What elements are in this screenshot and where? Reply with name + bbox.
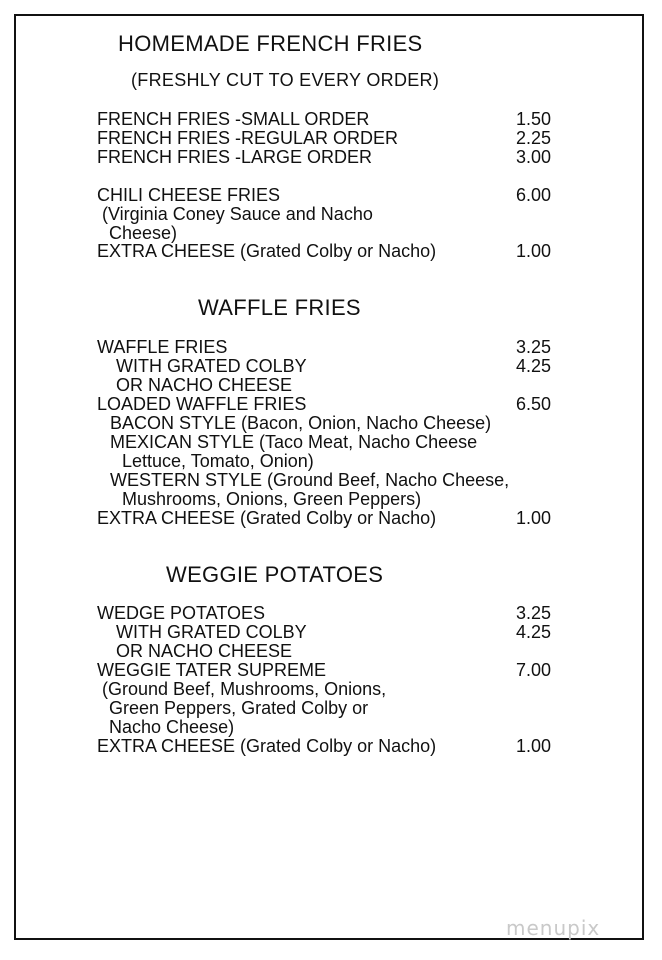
section-title-weggie-potatoes: WEGGIE POTATOES (166, 562, 384, 587)
menu-item-name: WEGGIE TATER SUPREME (97, 660, 327, 680)
menu-item-name: WITH GRATED COLBY (116, 622, 307, 642)
menu-item-name: CHILI CHEESE FRIES (97, 185, 281, 205)
menu-item-price: 2.25 (515, 128, 551, 148)
menu-item-option: Lettuce, Tomato, Onion) (122, 451, 314, 471)
menu-item-price: 3.00 (515, 147, 551, 167)
menu-item-name: FRENCH FRIES -LARGE ORDER (97, 147, 373, 167)
menu-item-name: FRENCH FRIES -SMALL ORDER (97, 109, 370, 129)
menu-item-name: FRENCH FRIES -REGULAR ORDER (97, 128, 399, 148)
section-title-french-fries: HOMEMADE FRENCH FRIES (118, 31, 423, 56)
menu-item-price: 7.00 (515, 660, 551, 680)
menu-item-price: 3.25 (515, 337, 551, 357)
menu-item-price: 4.25 (515, 356, 551, 376)
menu-item-price: 1.50 (515, 109, 551, 129)
menu-item-price: 3.25 (515, 603, 551, 623)
menu-item-description: (Ground Beef, Mushrooms, Onions, (102, 679, 387, 699)
menu-item-name: WEDGE POTATOES (97, 603, 266, 623)
menu-item-name: EXTRA CHEESE (Grated Colby or Nacho) (97, 736, 437, 756)
section-subtitle: (FRESHLY CUT TO EVERY ORDER) (131, 70, 440, 90)
menu-item-option: BACON STYLE (Bacon, Onion, Nacho Cheese) (110, 413, 492, 433)
menu-item-name: WAFFLE FRIES (97, 337, 228, 357)
menu-item-name: EXTRA CHEESE (Grated Colby or Nacho) (97, 508, 437, 528)
menu-item-description: Green Peppers, Grated Colby or (109, 698, 369, 718)
menu-item-name: OR NACHO CHEESE (116, 641, 293, 661)
menu-item-description: Nacho Cheese) (109, 717, 235, 737)
menu-item-price: 4.25 (515, 622, 551, 642)
watermark-logo: menupix (506, 916, 601, 940)
menu-item-price: 6.50 (515, 394, 551, 414)
menu-item-name: EXTRA CHEESE (Grated Colby or Nacho) (97, 241, 437, 261)
menu-item-description: Cheese) (109, 223, 178, 243)
menu-item-price: 1.00 (515, 736, 551, 756)
menu-item-price: 1.00 (515, 241, 551, 261)
menu-item-price: 1.00 (515, 508, 551, 528)
menu-item-option: WESTERN STYLE (Ground Beef, Nacho Cheese, (110, 470, 510, 490)
menu-item-name: OR NACHO CHEESE (116, 375, 293, 395)
section-title-waffle-fries: WAFFLE FRIES (198, 295, 361, 320)
menu-item-name: LOADED WAFFLE FRIES (97, 394, 307, 414)
menu-item-price: 6.00 (515, 185, 551, 205)
menu-item-option: Mushrooms, Onions, Green Peppers) (122, 489, 422, 509)
menu-item-description: (Virginia Coney Sauce and Nacho (102, 204, 373, 224)
menu-item-name: WITH GRATED COLBY (116, 356, 307, 376)
menu-item-option: MEXICAN STYLE (Taco Meat, Nacho Cheese (110, 432, 478, 452)
